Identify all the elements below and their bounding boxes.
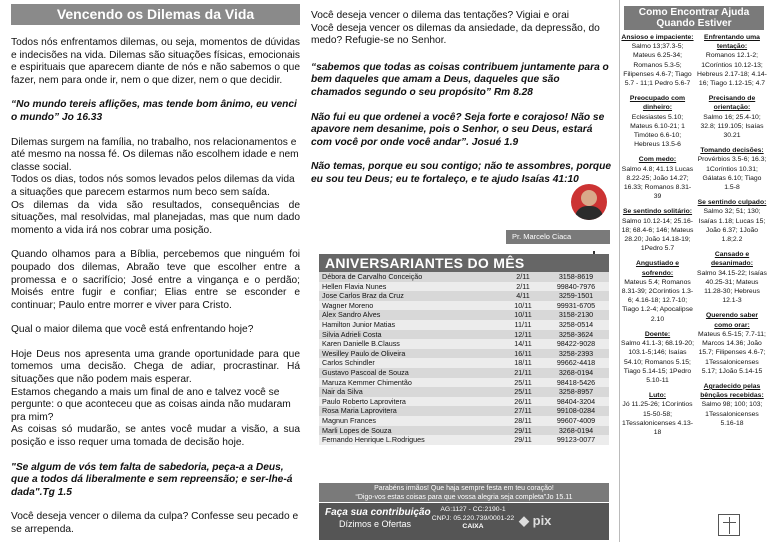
birthday-phone: 99931-6705: [543, 301, 609, 311]
birthday-date: 2/11: [503, 282, 543, 292]
birthday-date: 29/11: [503, 426, 543, 436]
help-topic-refs: Salmo 4.8; 41.13 Lucas 8.22-25; João 14.27; 16.33; Romanos 8.31-39: [621, 165, 694, 201]
birthday-date: 25/11: [503, 387, 543, 397]
bank-cnpj: CNPJ: 05.220.739/0001-22: [431, 514, 515, 522]
offering-subtitle: Dízimos e Ofertas: [339, 519, 412, 529]
article-quote: "Se algum de vós tem falta de sabedoria, peça-a a Deus, que a todos dá liberalmente e sem repreensão; e ser-lhe-á dada".Tg 1.5: [11, 461, 293, 498]
birthday-date: 25/11: [503, 378, 543, 388]
help-topic: [697, 198, 767, 244]
birthday-date: 12/11: [503, 330, 543, 340]
birthday-name: Alex Sandro Alves: [319, 310, 503, 320]
pastor-name: Pr. Marcelo Ciaca: [506, 230, 610, 244]
article-title: Vencendo os Dilemas da Vida: [11, 4, 300, 25]
article-paragraph: As coisas só mudarão, se antes você mudar a visão, a sua posição e isso requer uma tomada de decisão hoje.: [11, 424, 300, 449]
help-topic: [697, 94, 767, 140]
help-topic: [697, 382, 767, 428]
help-topic: [697, 33, 767, 88]
birthday-phone: 99840-7976: [543, 282, 609, 292]
help-topic-title: Luto:: [649, 392, 666, 400]
help-topic-refs: Mateus 6.5-15; 7.7-11; Marcos 14.36; João 15.7; Filipenses 4.6-7; 1Tessalonicenses 5.17; 1João 5.14-15: [698, 330, 766, 375]
help-left-list: [621, 33, 694, 443]
help-topic: [697, 311, 767, 375]
birthday-phone: 3258-0514: [543, 320, 609, 330]
birthday-name: Karen Danielle B.Clauss: [319, 339, 503, 349]
birthday-row: [319, 272, 609, 282]
offering-box: [319, 503, 609, 540]
birthday-row: [319, 378, 609, 388]
birthday-name: Wagner Moreno: [319, 301, 503, 311]
help-topic-refs: Mateus 5.4; Romanos 8.31-39; 2Coríntios 1.3-6; 4.16-18; 12.7-10; Tiago 1.2-4; Apocalipse 2.10: [621, 278, 694, 323]
birthday-phone: 3158-2130: [543, 310, 609, 320]
birthday-date: 16/11: [503, 349, 543, 359]
article-paragraph: Qual o maior dilema que você está enfrentando hoje?: [11, 324, 254, 336]
birthday-row: [319, 387, 609, 397]
birthday-phone: 98418-5426: [543, 378, 609, 388]
birthday-name: Gustavo Pascoal de Souza: [319, 368, 503, 378]
help-topic-refs: Provérbios 3.5-6; 16.3; 1Coríntios 10.31; Gálatas 6.10; Tiago 1.5-8: [697, 156, 767, 192]
help-topic-title: Doente:: [644, 330, 671, 338]
birthdays-title: ANIVERSARIANTES DO MÊS: [319, 254, 609, 272]
continuation-paragraph: Você deseja vencer os dilemas da ansiedade, da depressão, do medo? Refugie-se no Senhor.: [311, 22, 600, 47]
church-logo: [718, 514, 740, 536]
birthday-phone: 3259-1501: [543, 291, 609, 301]
birthday-row: [319, 339, 609, 349]
help-topic-refs: Salmo 98; 100; 103; 1Tessalonicenses 5.16-18: [701, 401, 763, 427]
bible-quote: “sabemos que todas as coisas contribuem juntamente para o bem daqueles que amam a Deus, daqueles que são chamados segundo o seu propósito” Rm 8.28: [311, 61, 609, 98]
help-topic-title: Angustiado e sofrendo:: [635, 260, 680, 277]
birthday-name: Wesilley Paulo de Oliveira: [319, 349, 503, 359]
birthday-phone: 3268-0194: [543, 426, 609, 436]
birthday-row: [319, 310, 609, 320]
article-paragraph: Você deseja vencer o dilema da culpa? Confesse seu pecado e se arrependa.: [11, 511, 299, 535]
help-topic-refs: Jó 11.25-26; 1Coríntios 15-50-58; 1Tessalonicenses 4.13-18: [621, 401, 694, 436]
help-topic-title: Se sentindo solitário:: [622, 208, 693, 216]
birthday-name: Fernando Henrique L.Rodrigues: [319, 435, 503, 445]
help-topic-refs: Salmo 34.15-22; Isaías 40.25-31; Mateus 11.28-30; Hebreus 12.1-3: [697, 269, 767, 305]
help-topic-title: Preocupado com dinheiro:: [629, 95, 686, 112]
birthday-date: 4/11: [503, 291, 543, 301]
birthdays-footer: [319, 483, 609, 502]
help-topic-refs: Romanos 12.1-2; 1Coríntios 10.12-13; Hebreus 2.17-18; 4.14-16; Tiago 1.12-15; 4.7: [697, 52, 767, 88]
bank-name: CAIXA: [462, 523, 484, 531]
birthday-row: [319, 330, 609, 340]
birthday-phone: 98404-3204: [543, 397, 609, 407]
birthday-row: [319, 397, 609, 407]
pix-logo: [519, 513, 551, 529]
birthday-name: Nair da Silva: [319, 387, 503, 397]
bank-info: [427, 506, 519, 532]
birthday-name: Hellen Flavia Nunes: [319, 282, 503, 292]
birthday-name: Rosa Maria Laprovitera: [319, 406, 503, 416]
birthday-name: Débora de Carvalho Conceição: [319, 272, 503, 282]
birthdays-table: [319, 272, 609, 445]
help-topic: [621, 33, 694, 88]
birthday-date: 10/11: [503, 301, 543, 311]
birthday-date: 29/11: [503, 435, 543, 445]
help-topic-title: Se sentindo culpado:: [697, 199, 767, 207]
birthday-row: [319, 358, 609, 368]
help-topic-refs: Salmo 16; 25.4-10; 32.8; 119.105; Isaías 30.21: [700, 113, 764, 140]
help-topic-title: Com medo:: [638, 156, 677, 164]
birthday-name: Silvia Adrieli Costa: [319, 330, 503, 340]
help-topic-title: Querendo saber como orar:: [705, 312, 759, 329]
birthday-row: [319, 435, 609, 445]
article-quote: “No mundo tereis aflições, mas tende bom ânimo, eu venci o mundo” Jo 16.33: [11, 99, 297, 123]
help-topic: [697, 250, 767, 305]
birthday-phone: 3268-0194: [543, 368, 609, 378]
birthday-phone: 3158-8619: [543, 272, 609, 282]
help-topic: [621, 207, 694, 253]
birthday-phone: 99108-0284: [543, 406, 609, 416]
birthdays-footer-line: Parabéns irmãos! Que haja sempre festa em teu coração!: [374, 485, 554, 492]
continuation-paragraph: Você deseja vencer o dilema das tentações? Vigiai e orai: [311, 10, 570, 21]
help-topic-title: Precisando de orientação:: [708, 95, 756, 112]
birthday-row: [319, 349, 609, 359]
help-topic-refs: Salmo 13;37.3-5; Mateus 6.25-34; Romanos 5.3-5; Filipenses 4.6-7; Tiago 5.7 - 11;1 Pedro 5.6-7: [623, 43, 692, 88]
birthday-date: 18/11: [503, 358, 543, 368]
birthday-name: Hamilton Junior Matias: [319, 320, 503, 330]
help-topic: [621, 330, 694, 385]
pix-diamond-icon: ◆: [519, 513, 529, 528]
help-topic-refs: Salmo 41.1-3; 68.19-20; 103.1-5;146; Isaías 54.10; Romanos 5.15; Tiago 5.14-15; 1Pedro 5.10-11: [621, 340, 694, 384]
birthday-date: 28/11: [503, 416, 543, 426]
help-topic-title: Tomando decisões:: [700, 147, 764, 155]
birthday-phone: 99607-4009: [543, 416, 609, 426]
birthday-row: [319, 301, 609, 311]
offering-title: Faça sua contribuição: [325, 507, 431, 518]
help-right-list: [697, 33, 767, 434]
birthday-row: [319, 282, 609, 292]
birthday-row: [319, 291, 609, 301]
birthday-name: Marli Lopes de Souza: [319, 426, 503, 436]
birthday-row: [319, 368, 609, 378]
article-paragraph: Todos os dias, todos nós somos levados pelos dilemas da vida a situações que parecem estarmos num beco sem saída.: [11, 174, 295, 198]
article-paragraph: Todos nós enfrentamos dilemas, ou seja, momentos de dúvidas e indecisões na vida. Dilemas são situações físicas, emocionais e espirituais que aparecem diante de nós e não sabemos o que fazer, nem para onde ir, nem o que dizer, nem o que decidir.: [11, 37, 300, 86]
birthday-row: [319, 320, 609, 330]
help-topic-title: Agradecido pelas bênçãos recebidas:: [700, 382, 764, 400]
main-article: [0, 0, 306, 542]
help-topic-title: Ansioso e impaciente:: [621, 34, 694, 41]
birthday-phone: 99123-0077: [543, 435, 609, 445]
help-topic-refs: Salmo 32; 51; 130; Isaías 1.18; Lucas 15; João 6.37; 1João 1.8;2.2: [698, 208, 766, 244]
birthday-phone: 3258-2393: [543, 349, 609, 359]
bible-quote: Não fui eu que ordenei a você? Seja forte e corajoso! Não se apavore nem desanime, pois o Senhor, o seu Deus, estará com você por onde você andar”. Josué 1.9: [311, 111, 605, 148]
help-topic-title: Enfrentando uma tentação:: [704, 34, 760, 51]
birthday-date: 2/11: [503, 272, 543, 282]
help-topic: [621, 391, 694, 437]
birthday-phone: 99662-4418: [543, 358, 609, 368]
help-topic: [697, 146, 767, 192]
birthday-row: [319, 406, 609, 416]
birthday-phone: 3258-8957: [543, 387, 609, 397]
birthday-date: 27/11: [503, 406, 543, 416]
article-paragraph: Os dilemas da vida são resultados, consequências de situações, mal resolvidas, mal planejadas, mas que num dado momento a vida irá nos cobrar uma posição.: [11, 199, 300, 236]
birthday-date: 11/11: [503, 320, 543, 330]
birthday-date: 14/11: [503, 339, 543, 349]
birthday-phone: 3258-3624: [543, 330, 609, 340]
article-paragraph: Estamos chegando a mais um final de ano e talvez você se pergunte: o que aconteceu que as coisas ainda não mudaram pra mim?: [11, 386, 291, 423]
article-paragraph: Quando olhamos para a Bíblia, percebemos que ninguém foi poupado dos dilemas, Abraão teve que escolher entre a promessa e o sacrifício; José entre a vingança e o perdão; Moisés entre fugir e confiar; Elias entre se esconder e continuar; Paulo entre morrer e viver para Cristo.: [11, 249, 300, 311]
help-topic: [621, 155, 694, 201]
birthday-row: [319, 416, 609, 426]
help-topic-refs: Eclesiastes 5.10; Mateus 6.10-21; 1 Timóteo 6.6-10; Hebreus 13.5-6: [630, 113, 685, 149]
birthday-phone: 98422-9028: [543, 339, 609, 349]
birthday-name: Jose Carlos Braz da Cruz: [319, 291, 503, 301]
help-title: Como Encontrar Ajuda Quando Estiver: [624, 6, 764, 30]
help-topic-refs: Salmo 10.12-14; 25.16-18; 68.4-6; 146; Mateus 28.20; João 14.18-19; 1Pedro 5.7: [621, 217, 694, 253]
help-topic-title: Cansado e desanimado:: [711, 251, 753, 268]
bank-account: AG:1127 - CC:2190-1: [440, 506, 506, 513]
pastor-photo: [571, 184, 607, 220]
birthday-date: 10/11: [503, 310, 543, 320]
birthdays-footer-verse: “Digo-vos estas coisas para que vossa alegria seja completa”Jo 15.11: [355, 494, 573, 501]
help-topic: [621, 259, 694, 323]
birthday-row: [319, 426, 609, 436]
birthday-date: 26/11: [503, 397, 543, 407]
birthday-date: 21/11: [503, 368, 543, 378]
birthday-name: Magnun Frances: [319, 416, 503, 426]
birthday-name: Carlos Schindler: [319, 358, 503, 368]
pix-label: pix: [532, 513, 552, 528]
article-paragraph: Dilemas surgem na família, no trabalho, nos relacionamentos e até mesmo na nossa fé. Os dilemas não escolhem idade e nem classe social.: [11, 136, 299, 173]
bible-quote: Não temas, porque eu sou contigo; não te assombres, porque eu sou teu Deus; eu te fortaleço, e te ajudo Isaías 41:10: [311, 161, 612, 185]
help-topic: [621, 94, 694, 149]
birthday-name: Paulo Roberto Laprovitera: [319, 397, 503, 407]
article-paragraph: Hoje Deus nos apresenta uma grande oportunidade para que tomemos uma decisão. Chega de adiar, procrastinar. Há situações que não podem mais esperar.: [11, 348, 300, 386]
birthday-name: Maruza Kemmer Chimentão: [319, 378, 503, 388]
